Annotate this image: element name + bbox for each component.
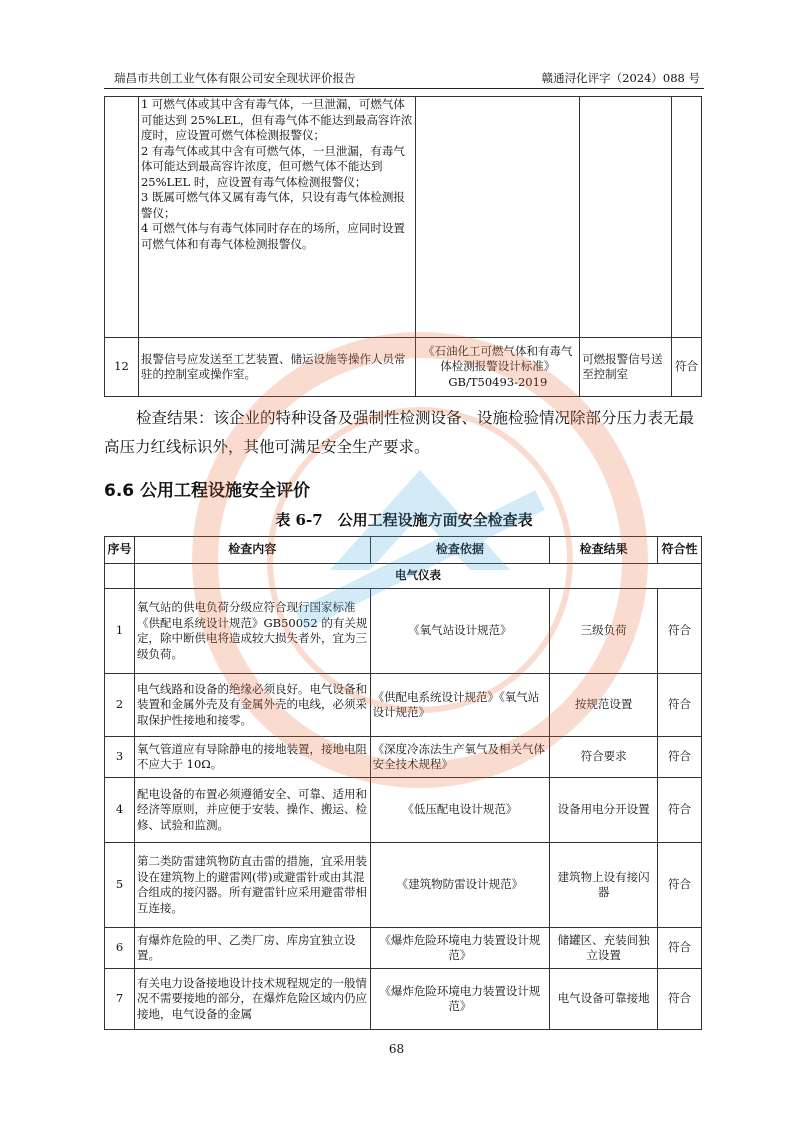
continued-content-cell: 1 可燃气体或其中含有毒气体，一旦泄漏，可燃气体可能达到 25%LEL，但有毒气体不能达到最高容许浓度时，应设置可燃气体检测报警仪； 2 有毒气体或其中含有可燃气体，一旦泄漏，有毒气体可能达到最高容许浓度，但可燃气体不能达到 25%LEL 时，应设置有毒气体检测报警仪； 3 既属可燃气体又属有毒气体，只设有毒气体检测报警仪； 4 可燃气体与有毒气体同时存在的场所，应同时设置可燃气体和有毒气体检测报警仪。 [138,97,415,338]
conformity: 符合 [658,674,702,737]
table-row [105,928,702,969]
table-row [105,338,702,397]
section-row [105,564,702,589]
header-report-number: 赣通浔化评字（2024）088 号 [541,71,700,85]
row-number: 6 [105,928,135,969]
row-number: 2 [105,674,135,737]
table-caption: 表 6-7 公用工程设施方面安全检查表 [275,511,533,529]
result-empty [580,97,672,338]
section-heading: 6.6 公用工程设施安全评价 [104,481,311,501]
col-header-content: 检查内容 [134,537,370,564]
conformity: 符合 [658,928,702,969]
check-basis: 《建筑物防雷设计规范》 [370,843,550,928]
check-content: 有爆炸危险的甲、乙类厂房、库房宜独立设置。 [134,928,370,969]
row-number: 3 [105,737,135,778]
check-result: 按规范设置 [550,674,658,737]
check-basis: 《深度冷冻法生产氧气及相关气体安全技术规程》 [370,737,550,778]
row-number: 5 [105,843,135,928]
section-label: 电气仪表 [134,564,701,589]
table-row [105,969,702,1030]
check-content: 氧气管道应有导除静电的接地装置，接地电阻不应大于 10Ω。 [134,737,370,778]
check-content: 第二类防雷建筑物防直击雷的措施，宜采用装设在建筑物上的避雷网(带)或避雷针或由其混合组成的接闪器。所有避雷针应采用避雷带相互连接。 [134,843,370,928]
check-basis: 《石油化工可燃气体和有毒气体检测报警设计标准》GB/T50493-2019 [416,338,580,397]
check-result: 三级负荷 [550,589,658,674]
page-header [104,68,704,89]
check-basis: 《爆炸危险环境电力装置设计规范》 [370,928,550,969]
conform-empty [672,97,702,338]
check-result: 建筑物上设有接闪器 [550,843,658,928]
check-basis: 《供配电系统设计规范》《氧气站设计规范》 [370,674,550,737]
row-number: 12 [105,338,139,397]
check-content: 电气线路和设备的绝缘必须良好。电气设备和装置和金属外壳及有金属外壳的电线，必须采取保护性接地和接零。 [134,674,370,737]
check-result: 储罐区、充装间独立设置 [550,928,658,969]
conformity: 符合 [658,737,702,778]
check-result-paragraph: 检查结果：该企业的特种设备及强制性检测设备、设施检验情况除部分压力表无最高压力红线标识外，其他可满足安全生产要求。 [104,409,695,456]
check-result: 符合要求 [550,737,658,778]
row-number-empty [105,97,139,338]
conformity: 符合 [658,778,702,843]
table-row [105,589,702,674]
col-header-result: 检查结果 [550,537,658,564]
col-header-no: 序号 [105,537,135,564]
basis-empty [416,97,580,338]
check-content: 氧气站的供电负荷分级应符合现行国家标准《供配电系统设计规范》GB50052 的有关规定，除中断供电将造成较大损失者外，宜为三级负荷。 [134,589,370,674]
check-result: 可燃报警信号送至控制室 [580,338,672,397]
row-number: 1 [105,589,135,674]
col-header-basis: 检查依据 [370,537,550,564]
check-result: 电气设备可靠接地 [550,969,658,1030]
conformity: 符合 [658,843,702,928]
conformity: 符合 [658,969,702,1030]
table-row [105,674,702,737]
page-number: 68 [388,1042,405,1056]
check-basis: 《爆炸危险环境电力装置设计规范》 [370,969,550,1030]
table-header-row [105,537,702,564]
row-number: 4 [105,778,135,843]
utility-safety-checklist-table [104,536,702,1030]
table-row [105,97,702,338]
check-content: 配电设备的布置必须遵循安全、可靠、适用和经济等原则，并应便于安装、操作、搬运、检修、试验和监测。 [134,778,370,843]
table-row [105,737,702,778]
conformity: 符合 [658,589,702,674]
header-left-title: 瑞昌市共创工业气体有限公司安全现状评价报告 [114,71,356,85]
table-row [105,843,702,928]
check-content: 报警信号应发送至工艺装置、储运设施等操作人员常驻的控制室或操作室。 [138,338,415,397]
check-basis: 《低压配电设计规范》 [370,778,550,843]
continued-table [104,96,702,397]
row-number: 7 [105,969,135,1030]
check-basis: 《氧气站设计规范》 [370,589,550,674]
check-result: 设备用电分开设置 [550,778,658,843]
col-header-conformity: 符合性 [658,537,702,564]
conformity: 符合 [672,338,702,397]
check-content: 有关电力设备接地设计技术规程规定的一般情况不需要接地的部分，在爆炸危险区域内仍应接地，电气设备的金属 [134,969,370,1030]
table-row [105,778,702,843]
section-row-blank [105,564,135,589]
